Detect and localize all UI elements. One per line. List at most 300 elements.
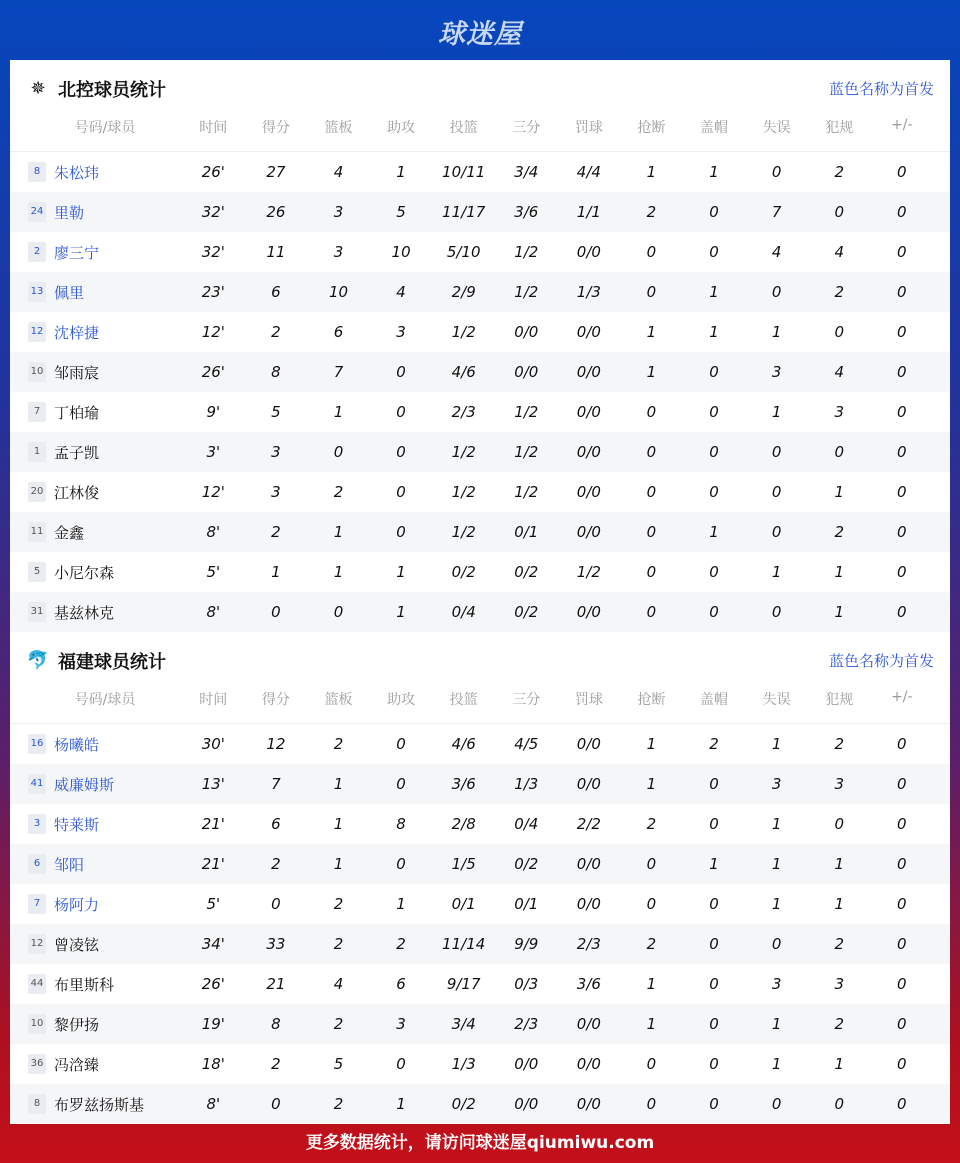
- jersey-number: 41: [28, 774, 46, 794]
- starter-note: 蓝色名称为首发: [828, 80, 934, 98]
- stat-cell: 1: [834, 895, 844, 913]
- stat-cell: 0: [709, 563, 719, 581]
- stat-cell: 2: [396, 935, 406, 953]
- stat-cell: 0: [646, 1095, 657, 1113]
- player-row[interactable]: [10, 312, 950, 352]
- stat-cell: 12': [201, 323, 225, 341]
- stat-cell: 0: [709, 895, 719, 913]
- stat-cell: 19': [201, 1015, 225, 1033]
- player-row[interactable]: [10, 1044, 950, 1084]
- player-row[interactable]: [10, 432, 950, 472]
- stat-cell: 4/6: [451, 363, 476, 381]
- stat-cell: 3: [271, 483, 281, 501]
- player-row[interactable]: [10, 592, 950, 632]
- stat-cell: 0: [709, 203, 719, 221]
- column-header: 号码/球员: [74, 692, 136, 708]
- stat-cell: 1: [396, 603, 406, 621]
- stat-cell: 5': [206, 563, 221, 581]
- player-row[interactable]: [10, 884, 950, 924]
- player-row[interactable]: [10, 964, 950, 1004]
- player-name[interactable]: 黎伊扬: [54, 1015, 100, 1034]
- stat-cell: 1: [709, 283, 719, 301]
- stat-cell: 0: [396, 855, 406, 873]
- player-name[interactable]: 布里斯科: [54, 975, 115, 994]
- player-row[interactable]: [10, 352, 950, 392]
- player-name[interactable]: 佩里: [54, 283, 85, 302]
- jersey-number: 8: [28, 1094, 46, 1114]
- player-name[interactable]: 朱松玮: [54, 163, 100, 182]
- stat-cell: 13': [201, 775, 225, 793]
- stat-cell: 0: [709, 403, 719, 421]
- stat-cell: 1/2: [576, 563, 601, 581]
- team-section: [10, 632, 950, 1124]
- stat-cell: 3/4: [514, 163, 539, 181]
- stat-cell: 0/0: [576, 443, 601, 461]
- player-cell[interactable]: [10, 1094, 182, 1115]
- stat-cell: 0: [396, 775, 406, 793]
- player-name[interactable]: 丁柏瑜: [54, 403, 100, 422]
- jersey-number: 5: [28, 562, 46, 582]
- stat-cell: 0: [646, 563, 657, 581]
- stat-cell: 0/0: [576, 603, 601, 621]
- stat-cell: 3: [834, 775, 844, 793]
- player-cell[interactable]: [10, 854, 182, 875]
- stat-cell: 3/6: [451, 775, 476, 793]
- stat-cell: 2: [271, 1055, 281, 1073]
- footer-link[interactable]: 更多数据统计，请访问球迷屋qiumiwu.com: [305, 1133, 655, 1153]
- player-row[interactable]: [10, 724, 950, 764]
- stat-cell: 0/0: [576, 735, 601, 753]
- stat-cell: 1/2: [514, 403, 539, 421]
- stat-cell: 2/9: [451, 283, 476, 301]
- stat-cell: 0/0: [514, 323, 539, 341]
- player-name[interactable]: 特莱斯: [54, 815, 100, 834]
- jersey-number: 1: [28, 442, 46, 462]
- player-name[interactable]: 邹雨宸: [54, 363, 100, 382]
- player-cell[interactable]: [10, 814, 182, 835]
- stat-cell: 1: [333, 563, 344, 581]
- column-header: 罚球: [574, 120, 603, 136]
- stat-cell: 1: [771, 403, 782, 421]
- stat-cell: 1: [396, 895, 406, 913]
- stat-cell: 9/9: [514, 935, 539, 953]
- player-row[interactable]: [10, 1084, 950, 1124]
- stat-cell: 3: [771, 363, 782, 381]
- stat-cell: 0/0: [576, 1055, 601, 1073]
- stat-cell: 1: [709, 163, 719, 181]
- player-cell[interactable]: [10, 1014, 182, 1035]
- player-row[interactable]: [10, 152, 950, 192]
- stat-cell: 0: [396, 443, 406, 461]
- stat-cell: 2/2: [576, 815, 601, 833]
- jersey-number: 44: [28, 974, 46, 994]
- stat-cell: 3/4: [451, 1015, 476, 1033]
- section-title-wrap: [26, 76, 166, 102]
- stat-cell: 1: [646, 775, 657, 793]
- section-header: [10, 60, 950, 117]
- stat-cell: 1/2: [451, 323, 476, 341]
- stat-cell: 0: [897, 563, 907, 581]
- column-header-row: [10, 689, 950, 724]
- player-name[interactable]: 曾凌铉: [54, 935, 100, 954]
- stat-cell: 0: [396, 523, 406, 541]
- stat-cell: 2: [646, 935, 657, 953]
- player-name[interactable]: 孟子凯: [54, 443, 100, 462]
- stat-cell: 3: [834, 403, 844, 421]
- player-cell[interactable]: [10, 774, 182, 795]
- stat-cell: 5: [271, 403, 281, 421]
- player-row[interactable]: [10, 392, 950, 432]
- player-cell[interactable]: [10, 242, 182, 263]
- stat-cell: 1: [709, 323, 719, 341]
- stat-cell: 0: [709, 815, 719, 833]
- stat-cell: 2/3: [514, 1015, 539, 1033]
- stat-cell: 0/2: [514, 563, 539, 581]
- stat-cell: 0: [709, 363, 719, 381]
- stat-cell: 0: [897, 935, 907, 953]
- column-header: 号码/球员: [74, 120, 136, 136]
- stat-cell: 1/2: [514, 243, 539, 261]
- player-cell[interactable]: [10, 322, 182, 343]
- stat-cell: 7: [333, 363, 344, 381]
- stat-cell: 1: [834, 1055, 844, 1073]
- stat-cell: 0: [709, 1055, 719, 1073]
- stat-cell: 1: [771, 1015, 782, 1033]
- stat-cell: 2/3: [451, 403, 476, 421]
- stat-cell: 3: [333, 243, 344, 261]
- stat-cell: 0/0: [514, 363, 539, 381]
- stat-cell: 1/2: [514, 483, 539, 501]
- stat-cell: 1: [771, 563, 782, 581]
- stat-cell: 4: [333, 163, 344, 181]
- stat-cell: 1: [771, 735, 782, 753]
- player-name[interactable]: 威廉姆斯: [54, 775, 115, 794]
- player-name[interactable]: 小尼尔森: [54, 563, 115, 582]
- stat-cell: 0: [709, 975, 719, 993]
- stat-cell: 0: [771, 483, 782, 501]
- stat-cell: 2: [333, 483, 344, 501]
- stat-cell: 0: [897, 203, 907, 221]
- stat-cell: 0: [646, 483, 657, 501]
- stat-cell: 1/1: [576, 203, 601, 221]
- stat-cell: 1/3: [451, 1055, 476, 1073]
- stat-cell: 1: [333, 815, 344, 833]
- column-header: 篮板: [324, 120, 353, 136]
- stat-cell: 0: [897, 603, 907, 621]
- stat-cell: 2: [834, 1015, 844, 1033]
- stat-cell: 1: [646, 363, 657, 381]
- stat-cell: 1: [834, 855, 844, 873]
- stat-cell: 26': [201, 975, 225, 993]
- stat-cell: 7: [271, 775, 281, 793]
- stat-cell: 1/2: [514, 443, 539, 461]
- stat-cell: 2: [333, 935, 344, 953]
- column-header: 失误: [762, 692, 791, 708]
- jersey-number: 6: [28, 854, 46, 874]
- stat-cell: 0: [834, 1095, 844, 1113]
- stat-cell: 0/0: [576, 1095, 601, 1113]
- stat-cell: 4: [771, 243, 782, 261]
- stat-cell: 11: [266, 243, 286, 261]
- stat-cell: 1: [396, 163, 406, 181]
- stat-cell: 2/3: [576, 935, 601, 953]
- stat-cell: 3: [834, 975, 844, 993]
- stat-cell: 1: [396, 563, 406, 581]
- jersey-number: 13: [28, 282, 46, 302]
- player-name[interactable]: 杨阿力: [54, 895, 100, 914]
- stat-cell: 0/1: [451, 895, 476, 913]
- stat-cell: 0: [897, 523, 907, 541]
- stat-cell: 0: [897, 735, 907, 753]
- player-cell[interactable]: [10, 162, 182, 183]
- stat-cell: 12': [201, 483, 225, 501]
- stat-cell: 5: [396, 203, 406, 221]
- jersey-number: 2: [28, 242, 46, 262]
- stat-cell: 23': [201, 283, 225, 301]
- column-header: +/-: [891, 689, 913, 705]
- jersey-number: 10: [28, 362, 46, 382]
- stat-cell: 0: [897, 403, 907, 421]
- stat-cell: 2: [271, 855, 281, 873]
- stat-cell: 6: [333, 323, 344, 341]
- stat-cell: 0: [646, 603, 657, 621]
- stat-cell: 2: [834, 935, 844, 953]
- player-cell[interactable]: [10, 522, 182, 543]
- stat-cell: 0/4: [514, 815, 539, 833]
- stat-cell: 1/2: [514, 283, 539, 301]
- jersey-number: 7: [28, 402, 46, 422]
- stats-card: [10, 60, 950, 1123]
- stat-cell: 1: [771, 815, 782, 833]
- player-row[interactable]: [10, 472, 950, 512]
- player-name[interactable]: 冯浛臻: [54, 1055, 100, 1074]
- stat-cell: 0: [709, 1015, 719, 1033]
- stat-cell: 0/3: [514, 975, 539, 993]
- player-name[interactable]: 里勒: [54, 203, 85, 222]
- stat-cell: 1: [333, 523, 344, 541]
- stat-cell: 0: [333, 443, 344, 461]
- stat-cell: 0/0: [576, 363, 601, 381]
- column-header: 盖帽: [700, 120, 729, 136]
- stat-cell: 2: [271, 523, 281, 541]
- stat-cell: 0: [396, 483, 406, 501]
- stat-cell: 3: [271, 443, 281, 461]
- stat-cell: 0/1: [514, 523, 539, 541]
- column-header: 罚球: [574, 692, 603, 708]
- stat-cell: 0: [771, 1095, 782, 1113]
- stat-cell: 1/2: [451, 483, 476, 501]
- stat-cell: 4/5: [514, 735, 539, 753]
- stat-cell: 0: [646, 403, 657, 421]
- stat-cell: 0: [897, 243, 907, 261]
- stat-cell: 0: [771, 603, 782, 621]
- stat-cell: 4: [834, 243, 844, 261]
- stat-cell: 2: [834, 283, 844, 301]
- stat-cell: 1: [396, 1095, 406, 1113]
- player-name[interactable]: 基兹林克: [54, 603, 115, 622]
- stat-cell: 3: [771, 975, 782, 993]
- jersey-number: 31: [28, 602, 46, 622]
- stat-cell: 8': [206, 523, 221, 541]
- player-row[interactable]: [10, 232, 950, 272]
- stat-cell: 1: [771, 1055, 782, 1073]
- stat-cell: 18': [201, 1055, 225, 1073]
- stat-cell: 2: [646, 815, 657, 833]
- column-header: 得分: [261, 120, 290, 136]
- section-title-wrap: [26, 648, 166, 674]
- player-name[interactable]: 布罗兹扬斯基: [54, 1095, 145, 1114]
- stat-cell: 0/0: [576, 523, 601, 541]
- stat-cell: 0: [771, 443, 782, 461]
- stat-cell: 0: [897, 975, 907, 993]
- stat-cell: 0: [271, 603, 281, 621]
- stat-cell: 1: [646, 1015, 657, 1033]
- stat-cell: 0: [897, 815, 907, 833]
- player-cell[interactable]: [10, 442, 182, 463]
- stat-cell: 0: [709, 443, 719, 461]
- stat-cell: 27: [266, 163, 286, 181]
- player-cell[interactable]: [10, 202, 182, 223]
- stat-cell: 0: [646, 243, 657, 261]
- player-row[interactable]: [10, 512, 950, 552]
- stat-cell: 3/6: [514, 203, 539, 221]
- stat-cell: 1: [771, 855, 782, 873]
- stat-cell: 2: [834, 735, 844, 753]
- section-title: 北控球员统计: [58, 79, 166, 101]
- stat-cell: 0: [834, 203, 844, 221]
- stat-cell: 8: [271, 363, 281, 381]
- stat-cell: 21': [201, 855, 225, 873]
- stat-cell: 9/17: [446, 975, 481, 993]
- player-row[interactable]: [10, 1004, 950, 1044]
- stat-cell: 0/1: [514, 895, 539, 913]
- stat-cell: 3': [206, 443, 221, 461]
- stat-cell: 0: [709, 483, 719, 501]
- stat-cell: 1/2: [451, 523, 476, 541]
- stat-cell: 1: [333, 775, 344, 793]
- player-name[interactable]: 江林俊: [54, 483, 100, 502]
- stat-cell: 1: [271, 563, 281, 581]
- stat-cell: 1: [834, 603, 844, 621]
- player-row[interactable]: [10, 552, 950, 592]
- player-name[interactable]: 邹阳: [54, 855, 85, 874]
- stat-cell: 6: [271, 283, 281, 301]
- stat-cell: 4/4: [576, 163, 601, 181]
- stat-cell: 0: [897, 1095, 907, 1113]
- stat-cell: 5': [206, 895, 221, 913]
- player-cell[interactable]: [10, 734, 182, 755]
- stat-cell: 21: [266, 975, 286, 993]
- column-header: 投篮: [449, 120, 478, 136]
- stat-cell: 26: [266, 203, 286, 221]
- stat-cell: 30': [201, 735, 225, 753]
- stat-cell: 3/6: [576, 975, 601, 993]
- starter-note: 蓝色名称为首发: [828, 652, 934, 670]
- stat-cell: 0: [897, 443, 907, 461]
- stat-cell: 0: [897, 363, 907, 381]
- stat-cell: 0: [333, 603, 344, 621]
- stat-cell: 0: [897, 163, 907, 181]
- column-header: 盖帽: [700, 692, 729, 708]
- stat-cell: 2: [646, 203, 657, 221]
- player-row[interactable]: [10, 192, 950, 232]
- stat-cell: 0/0: [576, 895, 601, 913]
- player-cell[interactable]: [10, 362, 182, 383]
- stat-cell: 32': [201, 203, 225, 221]
- stat-cell: 1: [646, 735, 657, 753]
- stat-cell: 0: [771, 283, 782, 301]
- stat-cell: 11/17: [442, 203, 486, 221]
- column-header: 助攻: [387, 692, 416, 708]
- stat-cell: 6: [396, 975, 406, 993]
- stat-cell: 0: [897, 323, 907, 341]
- player-row[interactable]: [10, 844, 950, 884]
- stat-cell: 21': [201, 815, 225, 833]
- stat-cell: 1: [646, 163, 657, 181]
- stat-cell: 1/3: [514, 775, 539, 793]
- team-section: [10, 60, 950, 632]
- section-header: [10, 632, 950, 689]
- stat-cell: 1: [333, 403, 344, 421]
- stat-cell: 4: [834, 363, 844, 381]
- player-row[interactable]: [10, 764, 950, 804]
- player-cell[interactable]: [10, 482, 182, 503]
- player-row[interactable]: [10, 924, 950, 964]
- column-header: 时间: [199, 120, 228, 136]
- player-cell[interactable]: [10, 934, 182, 955]
- player-name[interactable]: 金鑫: [54, 523, 85, 542]
- stat-cell: 0: [834, 323, 844, 341]
- player-name[interactable]: 廖三宁: [54, 243, 100, 262]
- player-cell[interactable]: [10, 1054, 182, 1075]
- stat-cell: 0/0: [576, 403, 601, 421]
- player-name[interactable]: 杨曦皓: [54, 735, 100, 754]
- player-name[interactable]: 沈梓捷: [54, 323, 100, 342]
- stat-cell: 0: [396, 1055, 406, 1073]
- jersey-number: 11: [28, 522, 46, 542]
- jersey-number: 36: [28, 1054, 46, 1074]
- player-cell[interactable]: [10, 402, 182, 423]
- player-row[interactable]: [10, 804, 950, 844]
- stat-cell: 2: [271, 323, 281, 341]
- column-header: 犯规: [825, 120, 854, 136]
- player-cell[interactable]: [10, 894, 182, 915]
- jersey-number: 24: [28, 202, 46, 222]
- team-logo-icon: ✵: [30, 78, 46, 99]
- player-cell[interactable]: [10, 282, 182, 303]
- column-header: 时间: [199, 692, 228, 708]
- column-header-row: [10, 117, 950, 152]
- player-cell[interactable]: [10, 562, 182, 583]
- column-header: 助攻: [387, 120, 416, 136]
- stat-cell: 26': [201, 363, 225, 381]
- player-cell[interactable]: [10, 974, 182, 995]
- stat-cell: 8: [396, 815, 406, 833]
- stat-cell: 3: [771, 775, 782, 793]
- stat-cell: 2: [333, 1015, 344, 1033]
- stat-cell: 9': [206, 403, 221, 421]
- player-row[interactable]: [10, 272, 950, 312]
- stat-cell: 0: [771, 523, 782, 541]
- column-header: 抢断: [637, 120, 666, 136]
- jersey-number: 10: [28, 1014, 46, 1034]
- stat-cell: 0: [646, 443, 657, 461]
- stat-cell: 0/0: [514, 1055, 539, 1073]
- stat-cell: 0: [834, 443, 844, 461]
- player-cell[interactable]: [10, 602, 182, 623]
- stat-cell: 0: [709, 243, 719, 261]
- stat-cell: 0/0: [576, 483, 601, 501]
